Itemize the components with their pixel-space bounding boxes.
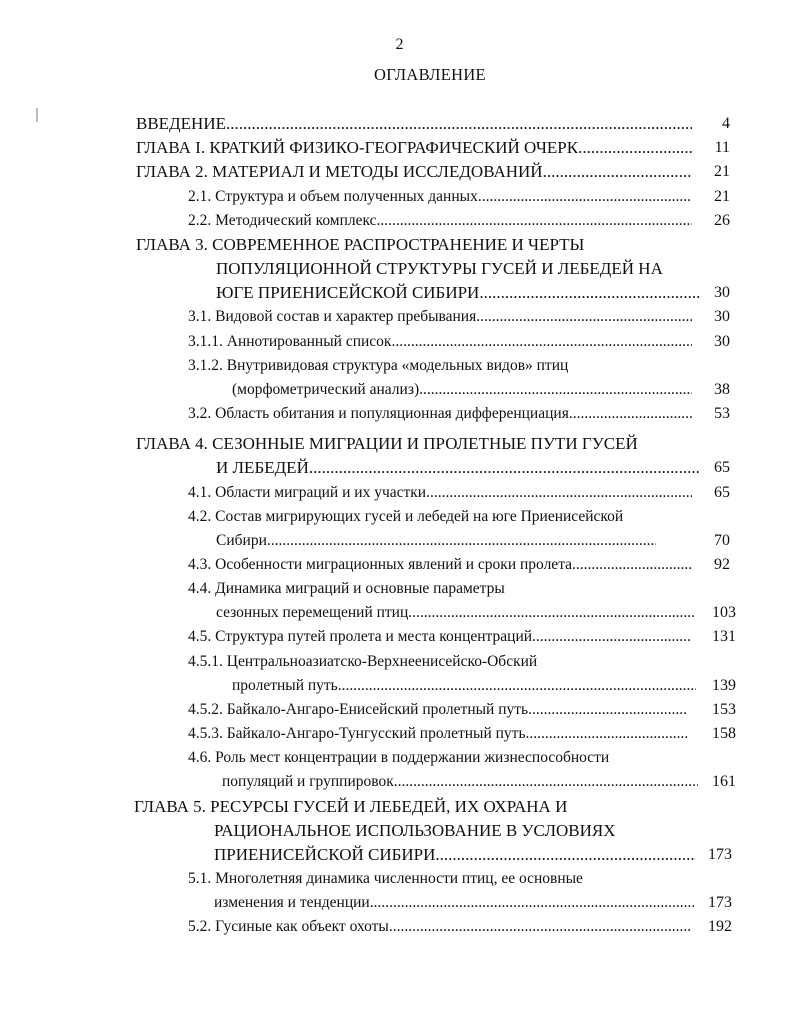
dot-leader: [391, 333, 692, 350]
toc-entry-4-1[interactable]: [188, 481, 692, 505]
dot-leader: [479, 283, 700, 302]
toc-entry-chapter-5-line2[interactable]: [214, 819, 694, 843]
toc-entry-5-1-line1[interactable]: [188, 867, 698, 891]
toc-entry-label: 5.1. Многолетняя динамика численности птиц, ее основные: [188, 870, 583, 887]
toc-entry-chapter-3-line1[interactable]: [136, 233, 696, 257]
toc-entry-4-6-line1[interactable]: [188, 746, 698, 770]
toc-entry-4-6-line2[interactable]: [222, 770, 698, 794]
toc-page-number: 30: [714, 284, 730, 301]
toc-entry-label: пролетный путь: [232, 677, 338, 694]
toc-entry-label: РАЦИОНАЛЬНОЕ ИСПОЛЬЗОВАНИЕ В УСЛОВИЯХ: [214, 821, 616, 840]
toc-page-number: 21: [714, 163, 730, 180]
toc-entry-label: ГЛАВА 2. МАТЕРИАЛ И МЕТОДЫ ИССЛЕДОВАНИЙ: [136, 162, 543, 181]
toc-entry-label: сезонных перемещений птиц: [216, 604, 409, 621]
toc-page-number: 65: [714, 459, 730, 476]
toc-entry-chapter-4-line2[interactable]: [216, 456, 700, 480]
toc-entry-chapter-3-line2[interactable]: [216, 257, 696, 281]
toc-entry-label: 4.2. Состав мигрирующих гусей и лебедей на юге Приенисейской: [188, 508, 624, 525]
toc-page-number: 30: [714, 308, 730, 325]
dot-leader: [377, 212, 692, 229]
toc-entry-3-1[interactable]: [188, 305, 692, 329]
toc-page-number: 92: [714, 556, 730, 573]
toc-page-number: 38: [714, 381, 730, 398]
toc-entry-4-5-3[interactable]: [188, 722, 688, 746]
dot-leader: [309, 458, 700, 477]
dot-leader: [226, 114, 692, 133]
toc-entry-label: 4.5.1. Центральноазиатско-Верхнеенисейско-Обский: [188, 653, 538, 670]
toc-entry-label: 4.4. Динамика миграций и основные параметры: [188, 580, 505, 597]
toc-entry-4-5[interactable]: [188, 625, 692, 649]
toc-entry-label: 4.6. Роль мест концентрации в поддержании жизнеспособности: [188, 749, 610, 766]
toc-page-number: 131: [712, 628, 736, 645]
dot-leader: [578, 138, 692, 157]
dot-leader: [543, 162, 692, 181]
toc-entry-label: ГЛАВА 4. СЕЗОННЫЕ МИГРАЦИИ И ПРОЛЕТНЫЕ ПУТИ ГУСЕЙ: [136, 434, 638, 453]
toc-page-number: 53: [714, 405, 730, 422]
toc-entry-label: 3.1.1. Аннотированный список: [188, 333, 392, 350]
toc-entry-chapter-5-line3[interactable]: [214, 843, 696, 867]
toc-entry-label: 2.2. Методический комплекс: [188, 212, 377, 229]
dot-leader: [569, 405, 692, 422]
toc-page-number: 21: [714, 188, 730, 205]
dot-leader: [526, 725, 688, 742]
toc-page-number: 30: [714, 333, 730, 350]
toc-entry-label: ГЛАВА 5. РЕСУРСЫ ГУСЕЙ И ЛЕБЕДЕЙ, ИХ ОХРАНА И: [134, 797, 568, 816]
toc-entry-4-4-line1[interactable]: [188, 577, 698, 601]
toc-entry-2-2[interactable]: [188, 209, 692, 233]
toc-entry-label: 4.1. Области миграций и их участки: [188, 484, 427, 501]
dot-leader: [389, 918, 692, 935]
toc-entry-3-1-2-line1[interactable]: [188, 354, 698, 378]
dot-leader: [394, 773, 698, 790]
toc-page-number: 70: [714, 532, 730, 549]
dot-leader: [528, 701, 688, 718]
toc-entry-label: И ЛЕБЕДЕЙ: [216, 458, 309, 477]
dot-leader: [532, 628, 692, 645]
dot-leader: [435, 845, 696, 864]
toc-entry-label: 4.5.3. Байкало-Ангаро-Тунгусский пролетный путь: [188, 725, 526, 742]
toc-entry-label: ГЛАВА I. КРАТКИЙ ФИЗИКО-ГЕОГРАФИЧЕСКИЙ ОЧЕРК: [136, 138, 579, 157]
dot-leader: [572, 556, 692, 573]
toc-entry-chapter-1[interactable]: [136, 136, 692, 160]
toc-entry-label: 5.2. Гусиные как объект охоты: [188, 918, 389, 935]
toc-entry-4-5-1-line2[interactable]: [232, 674, 696, 698]
toc-entry-label: 2.1. Структура и объем полученных данных: [188, 188, 478, 205]
toc-entry-label: 4.5. Структура путей пролета и места концентраций: [188, 628, 533, 645]
toc-entry-label: изменения и тенденции: [214, 894, 370, 911]
toc-entry-4-2-line1[interactable]: [188, 505, 698, 529]
toc-title: ОГЛАВЛЕНИЕ: [374, 65, 486, 84]
toc-entry-label: ГЛАВА 3. СОВРЕМЕННОЕ РАСПРОСТРАНЕНИЕ И ЧЕРТЫ: [136, 235, 585, 254]
toc-entry-chapter-4-line1[interactable]: [136, 432, 696, 456]
toc-entry-4-4-line2[interactable]: [216, 601, 694, 625]
toc-entry-4-3[interactable]: [188, 553, 692, 577]
page-number: 2: [395, 36, 404, 53]
toc-page-number: 139: [712, 677, 736, 694]
toc-entry-3-1-1[interactable]: [188, 330, 692, 354]
toc-entry-4-5-1-line1[interactable]: [188, 650, 698, 674]
dot-leader: [267, 532, 656, 549]
toc-entry-label: ВВЕДЕНИЕ: [136, 114, 226, 133]
toc-entry-label: 3.2. Область обитания и популяционная дифференциация: [188, 405, 569, 422]
toc-page-number: 161: [712, 773, 736, 790]
dot-leader: [419, 381, 692, 398]
toc-page-number: 26: [714, 212, 730, 229]
toc-page-number: 11: [714, 139, 730, 156]
toc-entry-3-2[interactable]: [188, 402, 692, 426]
toc-entry-5-1-line2[interactable]: [214, 891, 694, 915]
toc-entry-label: Сибири: [216, 532, 267, 549]
toc-entry-label: 3.1.2. Внутривидовая структура «модельных видов» птиц: [188, 357, 569, 374]
toc-page-number: 192: [708, 918, 732, 935]
toc-entry-chapter-5-line1[interactable]: [134, 795, 694, 819]
toc-page-number: 103: [712, 604, 736, 621]
dot-leader: [408, 604, 694, 621]
toc-entry-4-5-2[interactable]: [188, 698, 688, 722]
dot-leader: [338, 677, 696, 694]
dot-leader: [476, 308, 692, 325]
toc-page-number: 65: [714, 484, 730, 501]
toc-entry-5-2[interactable]: [188, 915, 692, 939]
toc-entry-introduction[interactable]: [136, 112, 692, 136]
toc-entry-label: ПОПУЛЯЦИОННОЙ СТРУКТУРЫ ГУСЕЙ И ЛЕБЕДЕЙ НА: [216, 259, 663, 278]
toc-entry-chapter-3-line3[interactable]: [216, 281, 700, 305]
toc-page-number: 153: [712, 701, 736, 718]
toc-entry-4-2-line2[interactable]: [216, 529, 656, 553]
toc-entry-2-1[interactable]: [188, 185, 692, 209]
toc-entry-label: 3.1. Видовой состав и характер пребывания: [188, 308, 477, 325]
toc-entry-label: ЮГЕ ПРИЕНИСЕЙСКОЙ СИБИРИ: [216, 283, 480, 302]
toc-entry-chapter-2[interactable]: [136, 160, 692, 184]
toc-page-number: 173: [708, 894, 732, 911]
toc-entry-label: 4.5.2. Байкало-Ангаро-Енисейский пролетный путь: [188, 701, 529, 718]
toc-page-number: 173: [708, 846, 732, 863]
toc-entry-label: популяций и группировок: [222, 773, 394, 790]
dot-leader: [478, 188, 692, 205]
toc-entry-label: 4.3. Особенности миграционных явлений и сроки пролета: [188, 556, 573, 573]
toc-page-number: 4: [722, 115, 730, 132]
toc-entry-3-1-2-line2[interactable]: [232, 378, 692, 402]
dot-leader: [426, 484, 692, 501]
toc-entry-label: (морфометрический анализ): [232, 381, 420, 398]
toc-page-number: 158: [712, 725, 736, 742]
dot-leader: [370, 894, 694, 911]
toc-entry-label: ПРИЕНИСЕЙСКОЙ СИБИРИ: [214, 845, 436, 864]
